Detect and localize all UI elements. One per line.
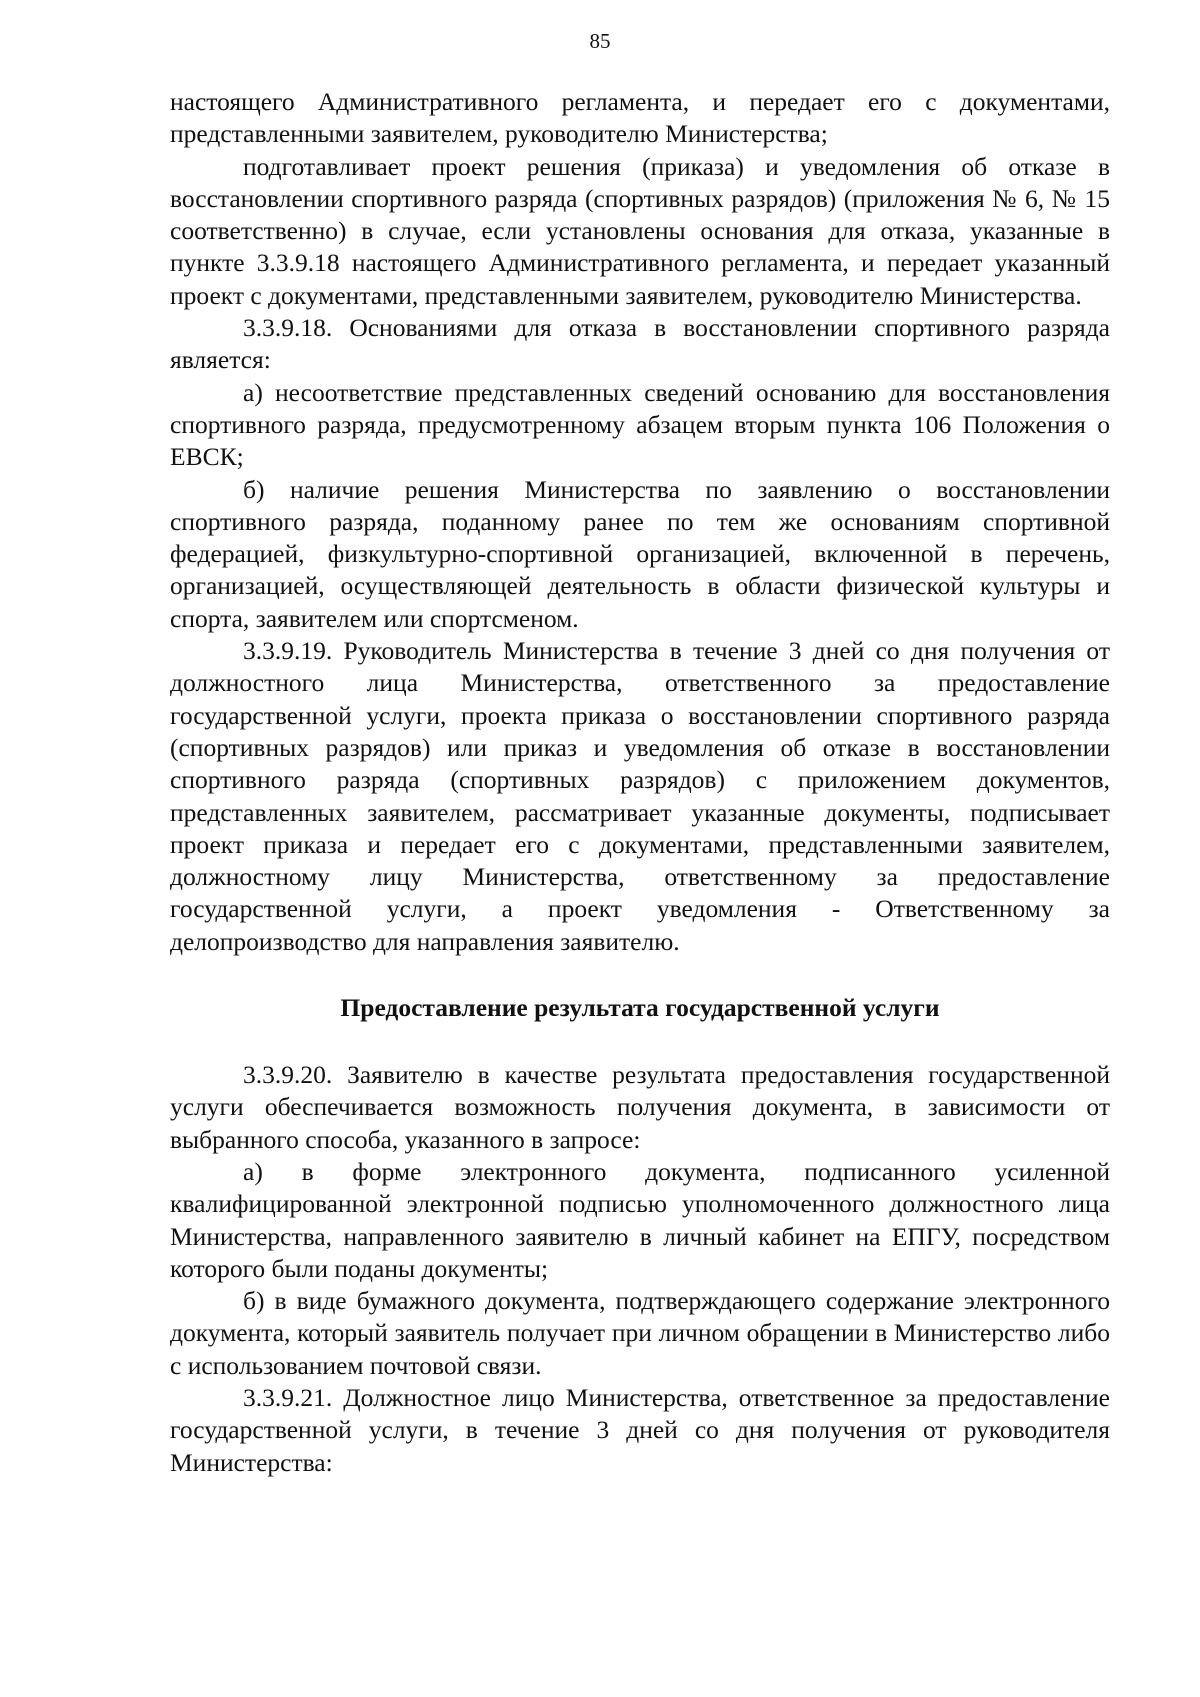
- paragraph-continuation: настоящего Административного регламента, и передает его с документами, представленными заявителем, руководителю Министерства;: [170, 87, 1110, 149]
- paragraph-project-refusal: подготавливает проект решения (приказа) и уведомления об отказе в восстановлении спортивного разряда (спортивных разрядов) (приложения № 6, № 15 соответственно) в случае, если установлены основания для отказа, указанные в пункте 3.3.9.18 настоящего Административного регламента, и передает указанный проект с документами, представленными заявителем, руководителю Министерства.: [170, 151, 1110, 310]
- paragraph-3-3-9-19: 3.3.9.19. Руководитель Министерства в течение 3 дней со дня получения от должностного лица Министерства, ответственного за предоставление государственной услуги, проекта приказа о восстановлении спортивного разряда (спортивных разрядов) или приказ и уведомления об отказе в восстановлении спортивного разряда (спортивных разрядов) с приложением документов, представленных заявителем, рассматривает указанные документы, подписывает проект приказа и передает его с документами, представленными заявителем, должностному лицу Министерства, ответственному за предоставление государственной услуги, а проект уведомления - Ответственному за делопроизводство для направления заявителю.: [170, 636, 1110, 956]
- page-number: 85: [589, 29, 611, 53]
- section-heading: Предоставление результата государственной услуги: [340, 993, 940, 1023]
- paragraph-item-b-paper: б) в виде бумажного документа, подтверждающего содержание электронного документа, который заявитель получает при личном обращении в Министерство либо с использованием почтовой связи.: [170, 1286, 1110, 1380]
- document-body: [170, 86, 1110, 1479]
- paragraph-item-a-mismatch: а) несоответствие представленных сведений основанию для восстановления спортивного разряда, предусмотренному абзацем вторым пункта 106 Положения о ЕВСК;: [170, 377, 1110, 472]
- paragraph-3-3-9-21: 3.3.9.21. Должностное лицо Министерства, ответственное за предоставление государственной услуги, в течение 3 дней со дня получения от руководителя Министерства:: [170, 1382, 1110, 1477]
- paragraph-3-3-9-20: 3.3.9.20. Заявителю в качестве результата предоставления государственной услуги обеспечивается возможность получения документа, в зависимости от выбранного способа, указанного в запросе:: [170, 1060, 1110, 1154]
- paragraph-item-b-existing-decision: б) наличие решения Министерства по заявлению о восстановлении спортивного разряда, поданному ранее по тем же основаниям спортивной федерацией, физкультурно-спортивной организацией, включенной в перечень, организацией, осуществляющей деятельность в области физической культуры и спорта, заявителем или спортсменом.: [170, 474, 1110, 633]
- paragraph-3-3-9-18: 3.3.9.18. Основаниями для отказа в восстановлении спортивного разряда является:: [170, 313, 1110, 375]
- paragraph-item-a-electronic: а) в форме электронного документа, подписанного усиленной квалифицированной электронной подписью уполномоченного должностного лица Министерства, направленного заявителю в личный кабинет на ЕПГУ, посредством которого были поданы документы;: [170, 1156, 1110, 1283]
